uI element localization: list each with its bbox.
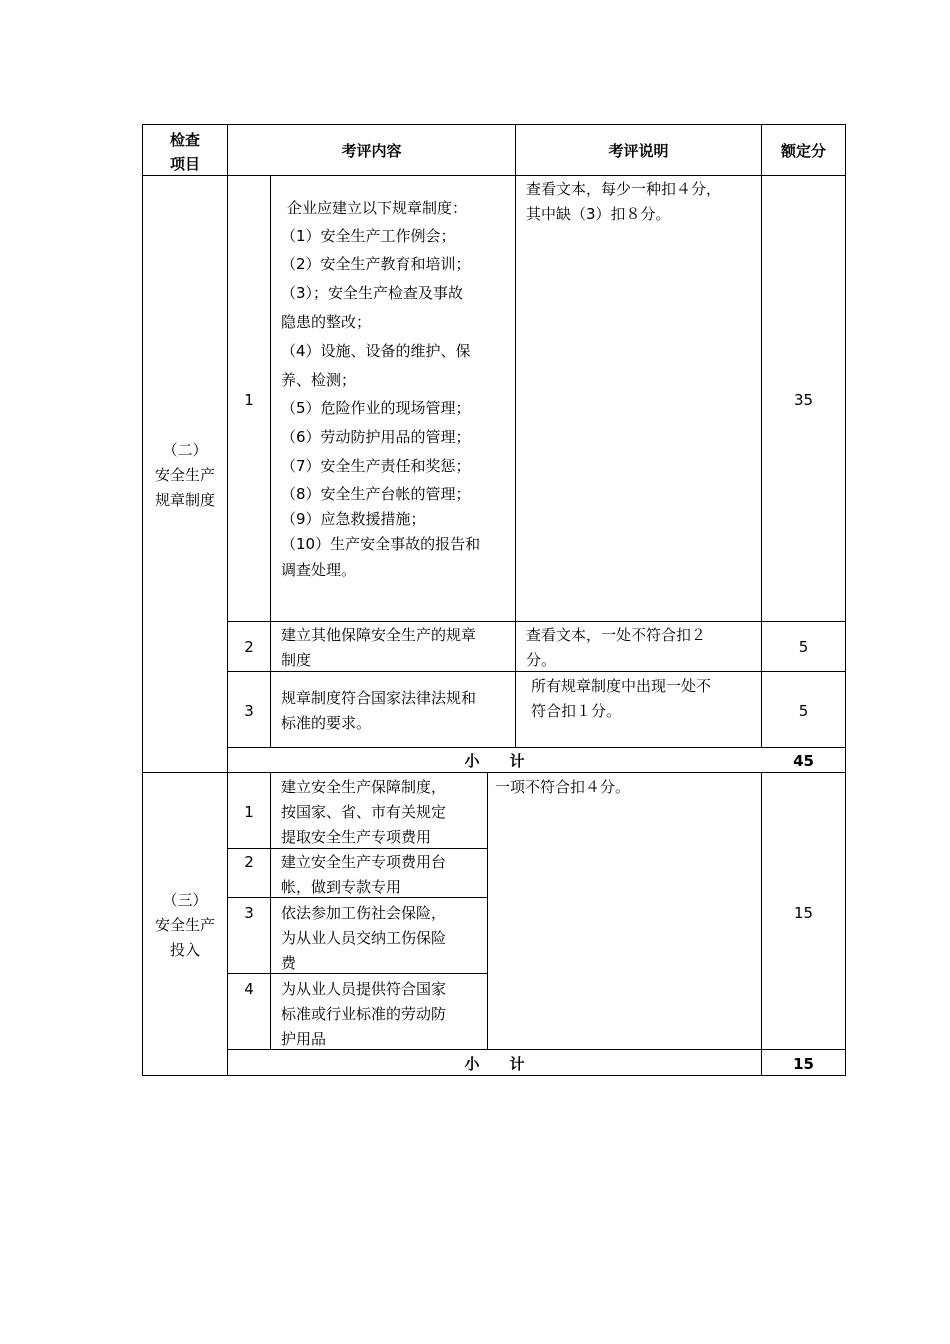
section2-row1-content-line: （2）安全生产教育和培训；: [281, 255, 471, 273]
section2-row1-description-line1: 查看文本，每少一种扣４分，: [526, 180, 722, 198]
section2-row2-score: 5: [798, 638, 809, 656]
section2-row1-content-line: （1）安全生产工作例会；: [281, 227, 456, 245]
section2-row1-content-line: （6）劳动防护用品的管理；: [281, 428, 471, 446]
section3-row4-content-line: 护用品: [281, 1030, 327, 1048]
section3-row2-number: 2: [244, 853, 254, 871]
section2-row2-description-line2: 分。: [526, 651, 557, 669]
section2-row1-content-line: 养、检测；: [281, 371, 357, 389]
section3-row4-content-line: 标准或行业标准的劳动防: [281, 1005, 447, 1023]
section3-title-line3: 投入: [169, 941, 200, 959]
section2-row3-content-line1: 规章制度符合国家法律法规和: [281, 689, 477, 707]
section2-row1-content-line: 隐患的整改；: [281, 313, 372, 331]
header-col-item-line2: 项目: [169, 155, 200, 173]
section2-row1-description-line2: 其中缺（3）扣８分。: [526, 205, 671, 223]
section2-title-line1: （二）: [162, 441, 208, 459]
header-col-item-line1: 检查: [169, 131, 200, 149]
header-col-content: 考评内容: [341, 142, 402, 160]
header-col-description: 考评说明: [608, 142, 669, 160]
section2-row3-description-line1: 所有规章制度中出现一处不: [531, 677, 712, 695]
section3-row4-content-line: 为从业人员提供符合国家: [281, 980, 447, 998]
section2-row1-content-line: （4）设施、设备的维护、保: [281, 342, 471, 360]
header-col-score: 额定分: [780, 142, 826, 160]
section2-row3-content-line2: 标准的要求。: [281, 714, 372, 732]
section2-row3-description-line2: 符合扣１分。: [531, 702, 622, 720]
section3-row3-content-line: 依法参加工伤社会保险，: [281, 904, 447, 922]
section3-title-line2: 安全生产: [154, 916, 215, 934]
section3-subtotal-score: 15: [793, 1055, 814, 1073]
section2-row2-number: 2: [244, 638, 254, 656]
section2-row2-content-line2: 制度: [281, 651, 312, 669]
section2-row3-score: 5: [798, 702, 809, 720]
section3-row3-content-line: 为从业人员交纳工伤保险: [281, 929, 447, 947]
section3-row1-content-line: 提取安全生产专项费用: [281, 828, 432, 846]
section2-row1-content-line: （5）危险作业的现场管理；: [281, 399, 471, 417]
section3-row2-content-line: 建立安全生产专项费用台: [281, 853, 447, 871]
section2-row1-score: 35: [793, 391, 814, 409]
section2-subtotal-score: 45: [793, 752, 814, 770]
section2-row1-content-line: 企业应建立以下规章制度：: [287, 199, 468, 217]
section2-row1-content-line: （8）安全生产台帐的管理；: [281, 485, 471, 503]
section2-row1-content-line: （7）安全生产责任和奖惩；: [281, 457, 471, 475]
section3-subtotal-label: 小 计: [464, 1055, 525, 1073]
section2-row1-content-line: 调查处理。: [281, 561, 357, 579]
section3-row1-number: 1: [244, 803, 254, 821]
section3-row3-number: 3: [244, 904, 254, 922]
section3-row4-number: 4: [244, 980, 254, 998]
section3-row2-content-line: 帐，做到专款专用: [281, 878, 402, 896]
section2-row2-description-line1: 查看文本，一处不符合扣２: [526, 626, 707, 644]
section2-row1-content-line: （10）生产安全事故的报告和: [281, 535, 481, 553]
section3-title-line1: （三）: [162, 891, 208, 909]
section2-row1-number: 1: [244, 391, 254, 409]
section3-score: 15: [793, 904, 814, 922]
section2-title-line3: 规章制度: [154, 491, 215, 509]
section2-row1-content-line: （9）应急救援措施；: [281, 510, 426, 528]
section2-title-line2: 安全生产: [154, 466, 215, 484]
section3-description: 一项不符合扣４分。: [495, 778, 631, 796]
section2-row2-content-line1: 建立其他保障安全生产的规章: [281, 626, 477, 644]
section3-row3-content-line: 费: [281, 954, 297, 972]
section3-row1-content-line: 建立安全生产保障制度，: [281, 778, 447, 796]
section2-subtotal-label: 小 计: [464, 752, 525, 770]
section2-row1-content-line: （3）；安全生产检查及事故: [281, 284, 464, 302]
section2-row3-number: 3: [244, 702, 254, 720]
section3-row1-content-line: 按国家、省、市有关规定: [281, 803, 447, 821]
